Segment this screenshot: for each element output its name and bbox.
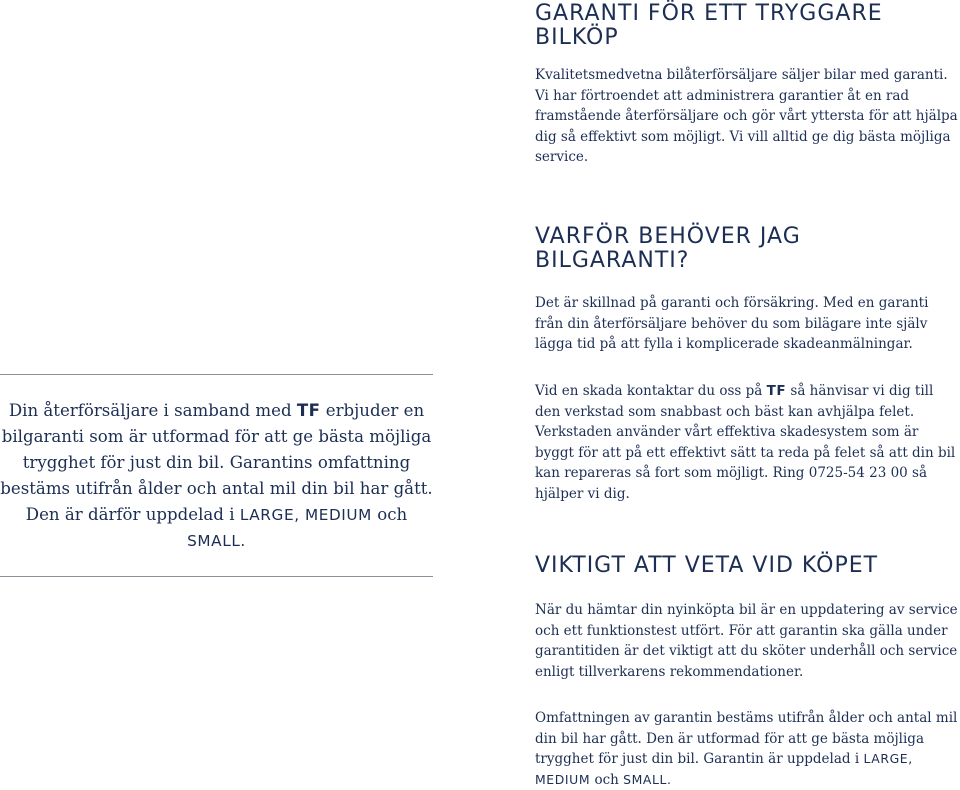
pullquote-tier-medium: MEDIUM xyxy=(304,506,372,524)
pullquote-tier-large: LARGE, xyxy=(239,506,300,524)
intro-paragraph: Kvalitetsmedvetna bilåterförsäljare säljer bilar med garanti. Vi har förtroendet att administrera garantier åt en rad framstående återförsäljare och gör vårt yttersta för att hjälpa dig så effektivt som möjligt. Vi vill alltid ge dig bästa möjliga service. xyxy=(535,67,958,165)
pullquote-text-end: erbjuder en bilgaranti som är utformad för att ge bästa möjliga trygghet för just din bil. Garantins omfattning bestäms utifrån ålder och antal mil din bil har gått. Den är därför uppdelad i xyxy=(0,401,433,524)
tier-conjunction: och xyxy=(594,771,619,788)
scope-text: Omfattningen av garantin bestäms utifrån ålder och antal mil din bil har gått. Den är utformad för att ge bästa möjliga trygghet för just din bil. Garantin är uppdelad i xyxy=(535,710,958,767)
heading-garanti: GARANTI FÖR ETT TRYGGARE BILKÖP xyxy=(535,1,883,50)
pullquote-text-start: Din återförsäljare i samband med xyxy=(8,401,292,420)
contact-text-end: så hänvisar vi dig till den verkstad som snabbast och bäst kan avhjälpa felet. Verkstaden använder vårt effektiva skadesystem som är byggt för att på ett effektivt sätt ta reda på felet så att din bil kan repareras så fort som möjligt. Ring 0725-54 23 00 så hjälper vi dig. xyxy=(535,383,956,502)
heading-viktigt: VIKTIGT ATT VETA VID KÖPET xyxy=(535,553,879,578)
pullquote xyxy=(0,398,433,554)
purchase-paragraph: När du hämtar din nyinköpta bil är en uppdatering av service och ett funktionstest utfört. För att garantin ska gälla under garantitiden är det viktigt att du sköter underhåll och service enligt tillverkarens rekommendationer. xyxy=(535,602,958,680)
heading-varfor: VARFÖR BEHÖVER JAG BILGARANTI? xyxy=(535,224,801,273)
tf-brand-mark: TF xyxy=(766,383,787,399)
pullquote-conjunction: och xyxy=(377,505,408,524)
tier-large: LARGE, xyxy=(863,751,913,766)
tier-small: SMALL. xyxy=(623,771,672,787)
pullquote-tf-brand-mark: TF xyxy=(296,401,321,420)
pullquote-tier-small: SMALL. xyxy=(187,532,246,550)
scope-paragraph xyxy=(535,708,960,790)
pullquote-top-rule xyxy=(0,374,433,375)
contact-text-start: Vid en skada kontaktar du oss på xyxy=(535,383,763,399)
tier-medium: MEDIUM xyxy=(535,771,591,787)
contact-paragraph xyxy=(535,381,960,504)
pullquote-bottom-rule xyxy=(0,576,433,577)
difference-paragraph: Det är skillnad på garanti och försäkring. Med en garanti från din återförsäljare behöver du som bilägare inte själv lägga tid på att fylla i komplicerade skadeanmälningar. xyxy=(535,295,929,352)
